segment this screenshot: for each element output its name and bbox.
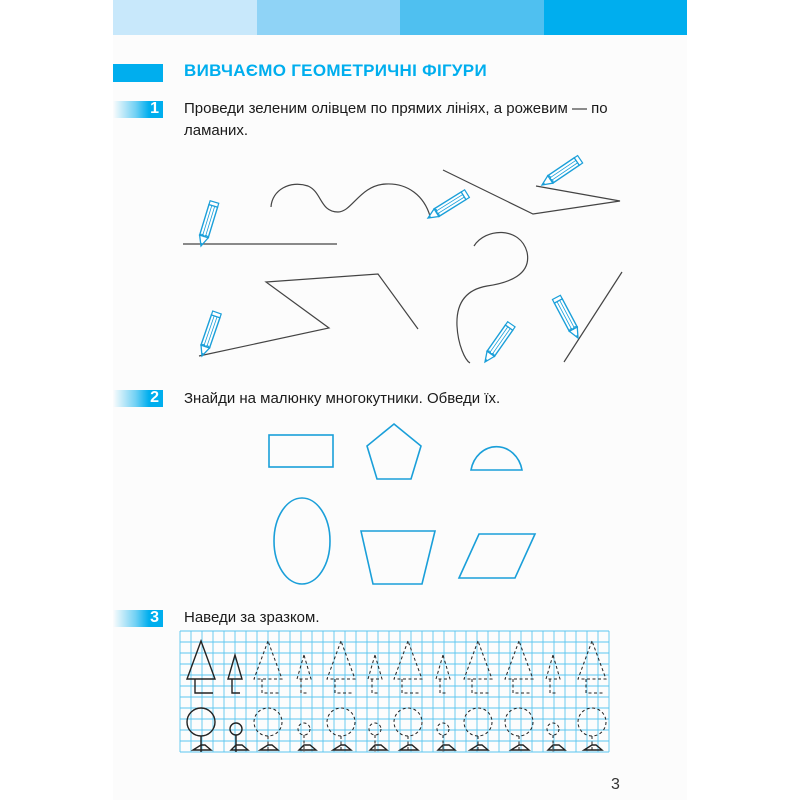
big-triangle-tree	[578, 641, 606, 679]
page-number: 3	[611, 776, 620, 793]
big-circle-flower	[327, 708, 355, 736]
flower-leaf	[548, 745, 565, 750]
big-circle-flower	[394, 708, 422, 736]
big-triangle-tree	[505, 641, 533, 679]
task-number: 2	[150, 389, 159, 406]
small-circle-flower	[298, 723, 310, 735]
flower-leaf	[299, 745, 316, 750]
flower-leaf	[260, 745, 278, 750]
flower-leaf	[333, 745, 351, 750]
task-1-text: Проведи зеленим олівцем по прямих лініях, а рожевим — по ламаних.	[184, 100, 608, 139]
flower-leaf	[438, 745, 455, 750]
task-number: 1	[150, 100, 159, 117]
flower-leaf	[400, 745, 418, 750]
big-circle-flower	[505, 708, 533, 736]
big-triangle-tree	[394, 641, 422, 679]
small-circle-flower	[547, 723, 559, 735]
flower-leaf	[511, 745, 529, 750]
flower-leaf	[470, 745, 488, 750]
task-number: 3	[150, 609, 159, 626]
section-title: ВИВЧАЄМО ГЕОМЕТРИЧНІ ФІГУРИ	[184, 61, 487, 80]
task-3-text: Наведи за зразком.	[184, 609, 320, 626]
big-triangle-tree	[327, 641, 355, 679]
small-circle-flower	[437, 723, 449, 735]
task-2-text: Знайди на малюнку многокутники. Обведи їх.	[184, 390, 501, 407]
flower-leaf	[231, 745, 248, 750]
small-circle-flower	[230, 723, 242, 735]
small-circle-flower	[369, 723, 381, 735]
grid-lines	[180, 631, 609, 752]
big-circle-flower	[578, 708, 606, 736]
flower-leaf	[370, 745, 387, 750]
